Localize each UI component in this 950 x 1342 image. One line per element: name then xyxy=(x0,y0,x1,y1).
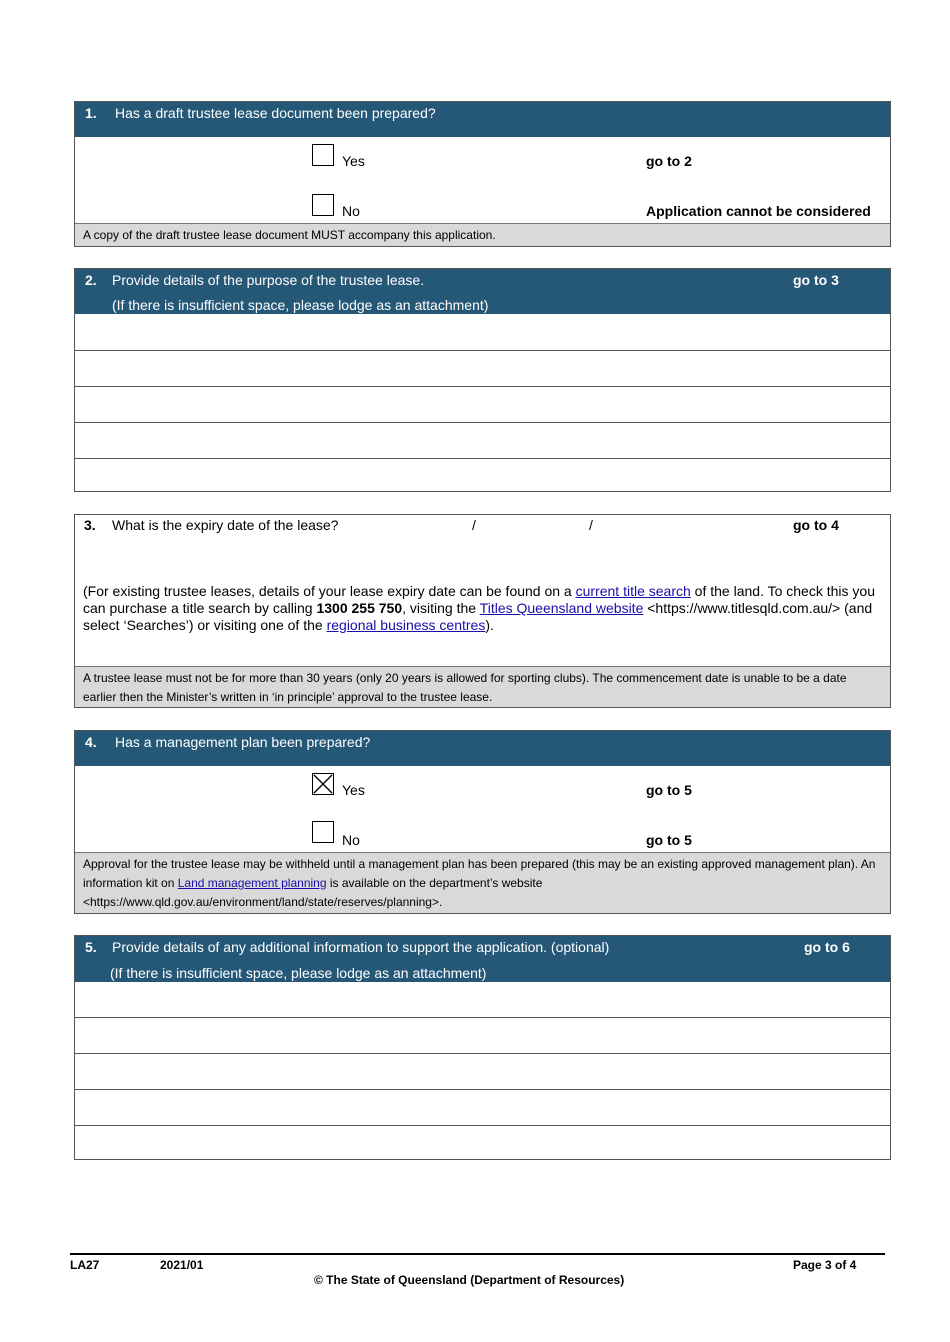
question-4-section xyxy=(74,730,891,914)
q4-note-text-2: is available on the department’s website <https://www.qld.gov.au/environment/land/state/reserves/planning>. xyxy=(83,876,543,909)
question-5-section xyxy=(74,935,891,1160)
q3-info-text-3: , visiting the xyxy=(402,600,480,616)
date-separator-1: / xyxy=(472,517,476,533)
date-separator-2: / xyxy=(589,517,593,533)
question-5-header xyxy=(75,936,890,982)
question-4-options xyxy=(75,766,890,852)
question-1-header xyxy=(75,102,890,137)
footer-rule xyxy=(70,1253,885,1255)
q3-info-text-1: (For existing trustee leases, details of your lease expiry date can be found on a xyxy=(83,583,576,599)
q5-answer-line-5[interactable] xyxy=(75,1125,890,1159)
q5-answer-line-4[interactable] xyxy=(75,1089,890,1125)
q5-answer-line-3[interactable] xyxy=(75,1053,890,1089)
question-1-options xyxy=(75,137,890,223)
q4-yes-label: Yes xyxy=(342,782,365,798)
question-1-section xyxy=(74,101,891,247)
q2-answer-line-3[interactable] xyxy=(75,386,890,422)
footer-page-number: Page 3 of 4 xyxy=(793,1258,857,1272)
current-title-search-link[interactable]: current title search xyxy=(575,583,691,599)
q1-no-label: No xyxy=(342,203,360,219)
question-5-answer-area xyxy=(75,982,890,1159)
q3-info-text-2: of the land. To check this you can purchase a title search by calling xyxy=(83,583,875,616)
q1-yes-label: Yes xyxy=(342,153,365,169)
q1-yes-goto: go to 2 xyxy=(646,153,692,169)
question-5-text: Provide details of any additional information to support the application. (optional) xyxy=(112,939,610,955)
question-4-note xyxy=(75,852,890,913)
q2-answer-line-5[interactable] xyxy=(75,458,890,492)
question-2-number: 2. xyxy=(85,272,97,288)
q5-answer-line-2[interactable] xyxy=(75,1017,890,1053)
question-3-goto: go to 4 xyxy=(793,517,839,533)
land-management-planning-link[interactable]: Land management planning xyxy=(177,876,327,890)
q4-no-goto: go to 5 xyxy=(646,832,692,848)
regional-business-centres-link[interactable]: regional business centres xyxy=(326,617,486,633)
q1-no-goto: Application cannot be considered xyxy=(646,203,871,219)
expiry-date-field[interactable] xyxy=(455,515,725,537)
q3-info-text-5: ). xyxy=(485,617,494,633)
question-1-number: 1. xyxy=(85,105,97,121)
question-3-text: What is the expiry date of the lease? xyxy=(112,517,339,533)
q4-no-label: No xyxy=(342,832,360,848)
q2-answer-line-4[interactable] xyxy=(75,422,890,458)
question-4-header xyxy=(75,731,890,766)
q1-yes-checkbox[interactable] xyxy=(312,144,334,166)
q2-answer-line-2[interactable] xyxy=(75,350,890,386)
question-5-number: 5. xyxy=(85,939,97,955)
question-3-section xyxy=(74,514,891,708)
question-2-answer-area xyxy=(75,314,890,492)
q4-yes-goto: go to 5 xyxy=(646,782,692,798)
question-1-note: A copy of the draft trustee lease document MUST accompany this application. xyxy=(75,223,890,246)
q4-yes-checkbox[interactable] xyxy=(312,773,334,795)
footer-version: 2021/01 xyxy=(160,1258,204,1272)
titles-queensland-link[interactable]: Titles Queensland website xyxy=(479,600,644,616)
footer-copyright: © The State of Queensland (Department of Resources) xyxy=(314,1273,625,1287)
q4-note-text-1: Approval for the trustee lease may be withheld until a management plan has been prepared (this may be an existing approved management plan). An information kit on xyxy=(83,857,876,890)
question-2-header xyxy=(75,269,890,314)
question-2-text: Provide details of the purpose of the trustee lease. xyxy=(112,272,425,288)
question-2-subtext: (If there is insufficient space, please lodge as an attachment) xyxy=(112,297,489,313)
question-5-goto: go to 6 xyxy=(804,939,850,955)
question-3-info xyxy=(83,583,883,634)
checked-x-icon xyxy=(313,774,333,794)
q1-no-checkbox[interactable] xyxy=(312,194,334,216)
q3-info-text-4: <https://www.titlesqld.com.au/> (and select ‘Searches’) or visiting one of the xyxy=(83,600,873,633)
question-4-text: Has a management plan been prepared? xyxy=(115,734,371,750)
question-2-section xyxy=(74,268,891,492)
question-4-number: 4. xyxy=(85,734,97,750)
question-5-subtext: (If there is insufficient space, please lodge as an attachment) xyxy=(110,965,487,981)
question-1-text: Has a draft trustee lease document been prepared? xyxy=(115,105,436,121)
q5-answer-line-1[interactable] xyxy=(75,982,890,1017)
question-2-goto: go to 3 xyxy=(793,272,839,288)
phone-number: 1300 255 750 xyxy=(316,600,403,616)
q2-answer-line-1[interactable] xyxy=(75,314,890,350)
question-3-note: A trustee lease must not be for more than 30 years (only 20 years is allowed for sporting clubs). The commencement date is unable to be a date earlier then the Minister’s written in ‘in principle’ approval to the trustee lease. xyxy=(75,666,890,707)
footer-form-code: LA27 xyxy=(70,1258,100,1272)
q4-no-checkbox[interactable] xyxy=(312,821,334,843)
question-3-number: 3. xyxy=(84,517,96,533)
